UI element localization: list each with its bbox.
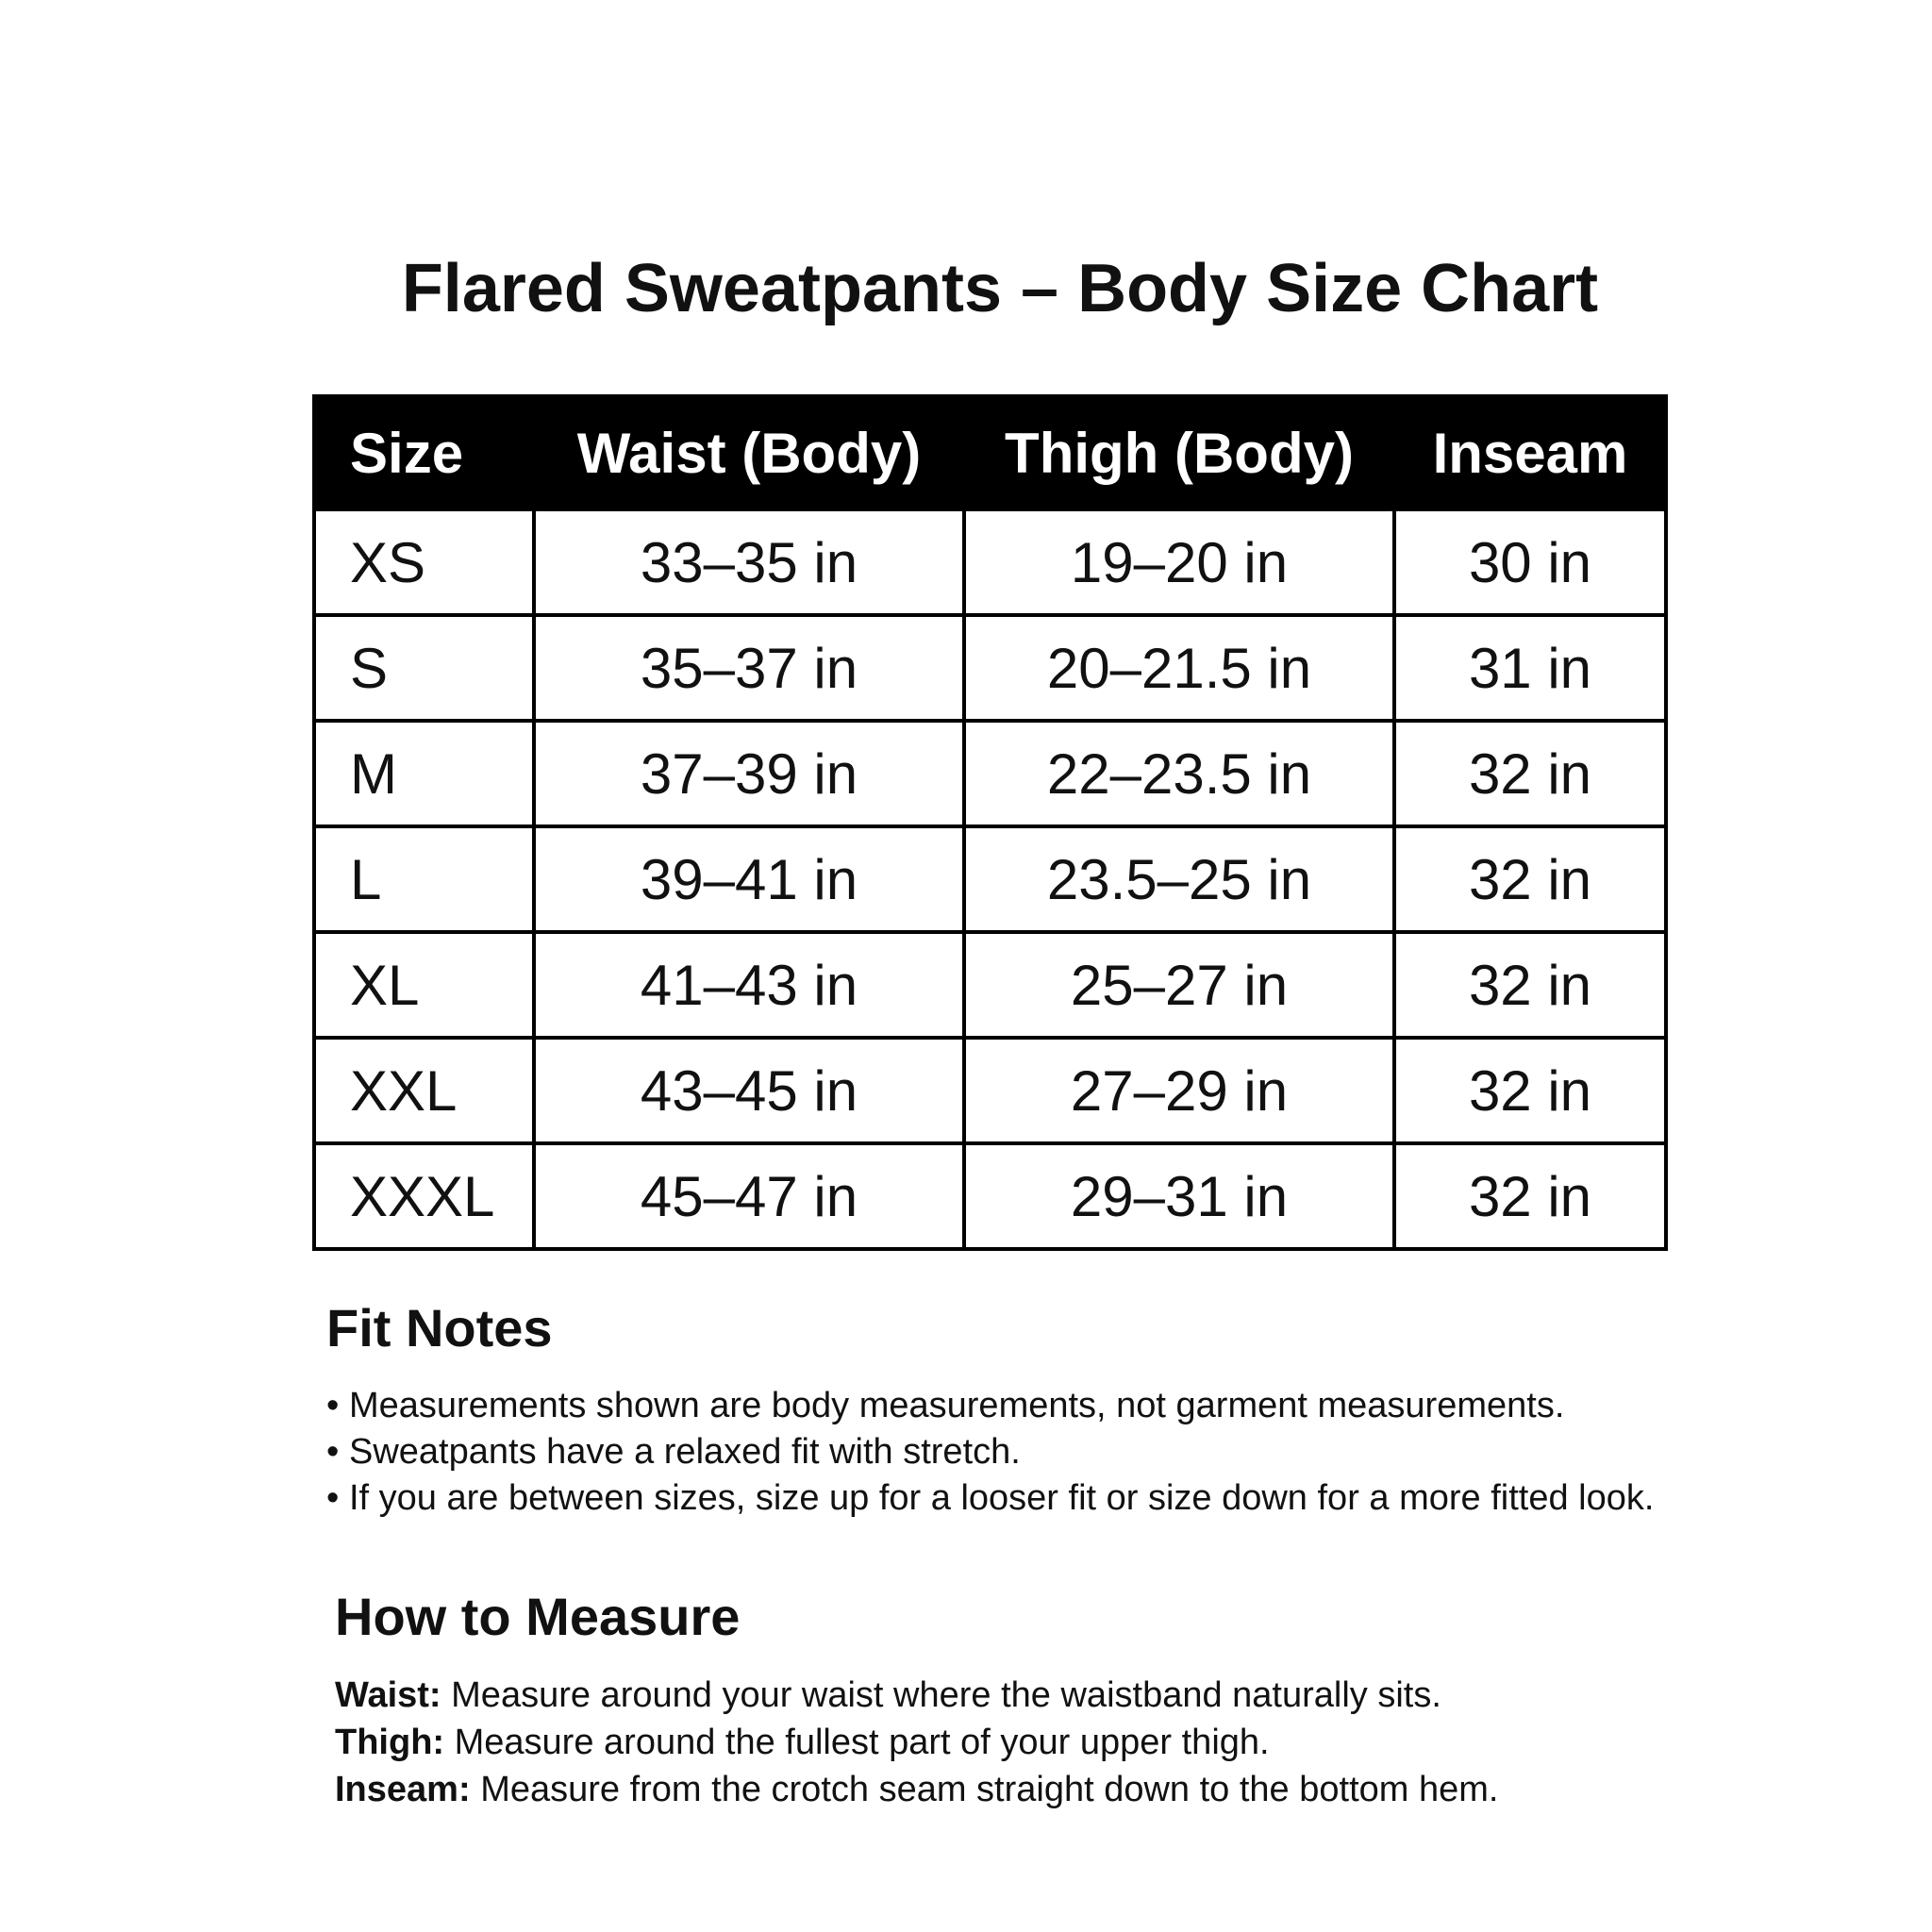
waist-cell: 45–47 in	[534, 1143, 964, 1249]
header-thigh: Thigh (Body)	[964, 396, 1394, 509]
measure-item-waist	[335, 1672, 1498, 1719]
bullet: •	[326, 1386, 340, 1425]
size-cell: S	[314, 615, 534, 721]
inseam-cell: 32 in	[1394, 1143, 1666, 1249]
thigh-cell: 23.5–25 in	[964, 826, 1394, 932]
waist-cell: 43–45 in	[534, 1038, 964, 1143]
table-row	[314, 826, 1666, 932]
measure-item-thigh	[335, 1719, 1498, 1766]
size-cell: XXXL	[314, 1143, 534, 1249]
measure-text: Measure from the crotch seam straight down to the bottom hem.	[480, 1770, 1499, 1809]
waist-cell: 39–41 in	[534, 826, 964, 932]
table-header-row	[314, 396, 1666, 509]
table-row	[314, 1143, 1666, 1249]
table-row	[314, 1038, 1666, 1143]
measure-term: Inseam:	[335, 1770, 471, 1809]
thigh-cell: 29–31 in	[964, 1143, 1394, 1249]
waist-cell: 33–35 in	[534, 509, 964, 615]
inseam-cell: 31 in	[1394, 615, 1666, 721]
fit-note-item	[326, 1383, 1654, 1429]
header-size: Size	[314, 396, 534, 509]
table-row	[314, 615, 1666, 721]
thigh-cell: 22–23.5 in	[964, 721, 1394, 826]
measure-term: Waist:	[335, 1675, 441, 1715]
measure-term: Thigh:	[335, 1723, 445, 1762]
measure-item-inseam	[335, 1766, 1498, 1813]
size-chart-table	[312, 394, 1668, 1251]
fit-note-text: If you are between sizes, size up for a looser fit or size down for a more fitted look.	[349, 1478, 1655, 1518]
fit-notes-heading: Fit Notes	[326, 1298, 553, 1357]
inseam-cell: 32 in	[1394, 721, 1666, 826]
bullet: •	[326, 1478, 340, 1518]
inseam-cell: 32 in	[1394, 932, 1666, 1038]
thigh-cell: 25–27 in	[964, 932, 1394, 1038]
page-title: Flared Sweatpants – Body Size Chart	[401, 251, 1599, 326]
measure-text: Measure around your waist where the waistband naturally sits.	[451, 1675, 1441, 1715]
fit-notes-list	[326, 1383, 1654, 1522]
inseam-cell: 32 in	[1394, 826, 1666, 932]
fit-note-text: Sweatpants have a relaxed fit with stretch.	[349, 1432, 1021, 1472]
header-waist: Waist (Body)	[534, 396, 964, 509]
table-row	[314, 509, 1666, 615]
inseam-cell: 32 in	[1394, 1038, 1666, 1143]
size-cell: L	[314, 826, 534, 932]
inseam-cell: 30 in	[1394, 509, 1666, 615]
size-cell: XL	[314, 932, 534, 1038]
table-row	[314, 721, 1666, 826]
how-to-measure-list	[335, 1672, 1498, 1813]
thigh-cell: 19–20 in	[964, 509, 1394, 615]
size-cell: XS	[314, 509, 534, 615]
thigh-cell: 27–29 in	[964, 1038, 1394, 1143]
fit-note-item	[326, 1475, 1654, 1522]
size-cell: M	[314, 721, 534, 826]
header-inseam: Inseam	[1394, 396, 1666, 509]
bullet: •	[326, 1432, 340, 1472]
size-cell: XXL	[314, 1038, 534, 1143]
waist-cell: 35–37 in	[534, 615, 964, 721]
fit-note-text: Measurements shown are body measurements, not garment measurements.	[349, 1386, 1565, 1425]
table-row	[314, 932, 1666, 1038]
waist-cell: 37–39 in	[534, 721, 964, 826]
thigh-cell: 20–21.5 in	[964, 615, 1394, 721]
fit-note-item	[326, 1429, 1654, 1475]
how-to-measure-heading: How to Measure	[335, 1587, 741, 1646]
measure-text: Measure around the fullest part of your upper thigh.	[454, 1723, 1270, 1762]
waist-cell: 41–43 in	[534, 932, 964, 1038]
